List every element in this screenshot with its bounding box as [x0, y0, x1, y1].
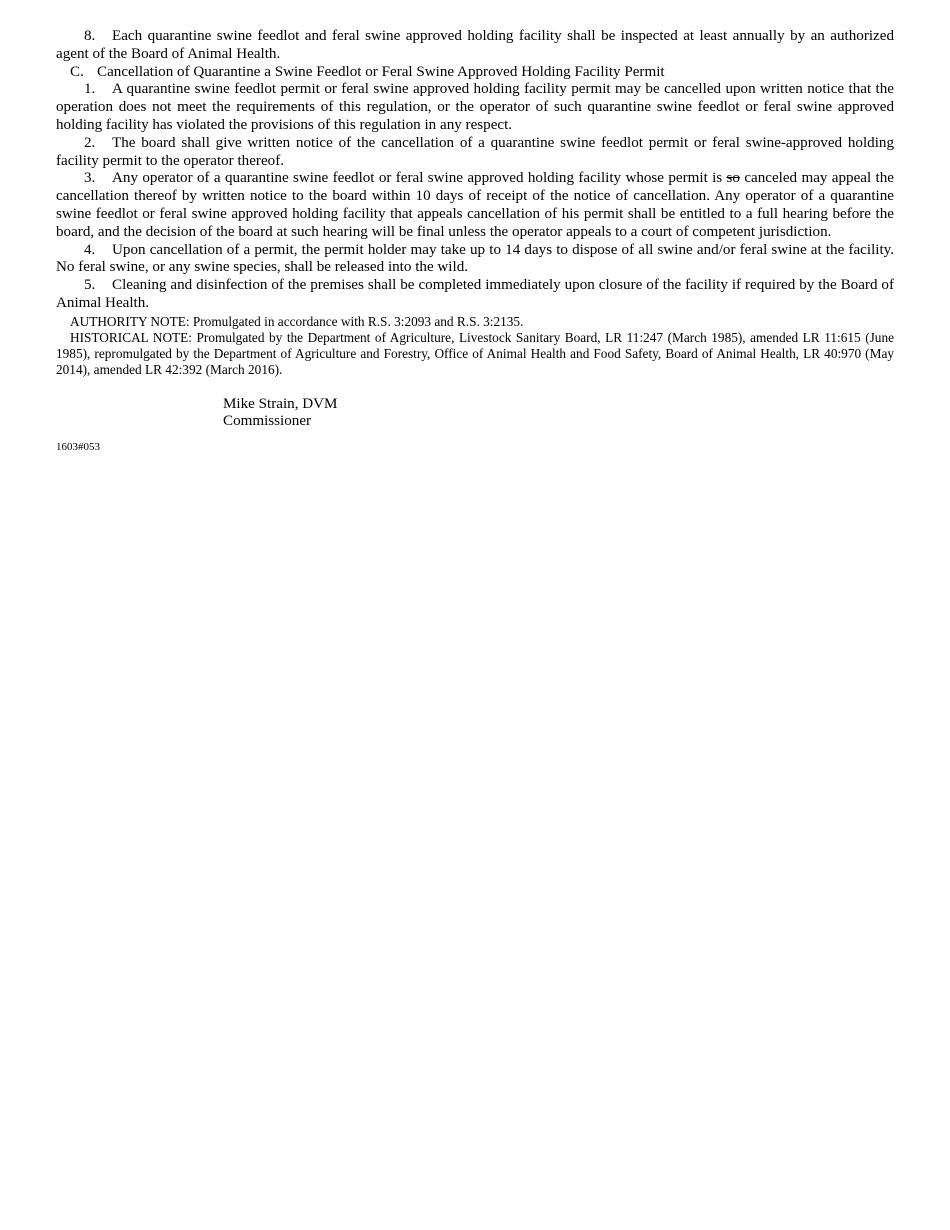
- paragraph-item-3: [56, 170, 894, 241]
- item-text: Upon cancellation of a permit, the permit holder may take up to 14 days to dispose of all swine and/or feral swine at the facility. No feral swine, or any swine species, shall be released into the wild.: [56, 241, 894, 276]
- document-id: 1603#053: [56, 440, 100, 453]
- paragraph-item-8: [56, 28, 894, 64]
- signatory-name: Mike Strain, DVM: [223, 395, 338, 412]
- authority-note: AUTHORITY NOTE: Promulgated in accordance with R.S. 3:2093 and R.S. 3:2135.: [70, 313, 524, 329]
- item-number: 5.: [84, 277, 96, 294]
- section-heading-text: Cancellation of Quarantine a Swine Feedlot or Feral Swine Approved Holding Facility Permit: [97, 63, 665, 80]
- paragraph-item-1: [56, 81, 894, 134]
- struck-text: so: [726, 170, 740, 187]
- item-text: The board shall give written notice of the cancellation of a quarantine swine feedlot permit or feral swine-approved holding facility permit to the operator thereof.: [56, 134, 894, 169]
- item-number: 1.: [84, 81, 96, 98]
- item-number: 4.: [84, 241, 96, 258]
- item-text: Cleaning and disinfection of the premises shall be completed immediately upon closure of the facility if required by the Board of Animal Health.: [56, 277, 894, 311]
- paragraph-item-2: [56, 135, 894, 171]
- item-number: 2.: [84, 134, 96, 151]
- item-number: 8.: [84, 28, 96, 44]
- item-text: A quarantine swine feedlot permit or feral swine approved holding facility permit may be cancelled upon written notice that the operation does not meet the requirements of this regulation, or the operator of such quarantine swine feedlot or feral swine approved holding facility has violated the provisions of this regulation in any respect.: [56, 81, 894, 133]
- signature-block: [223, 396, 894, 431]
- item-number: 3.: [84, 170, 96, 187]
- section-letter: C.: [70, 63, 84, 80]
- item-text: Each quarantine swine feedlot and feral swine approved holding facility shall be inspected at least annually by an authorized agent of the Board of Animal Health.: [56, 28, 894, 62]
- item-text-after: canceled may appeal the cancellation thereof by written notice to the board within 10 days of receipt of the notice of cancellation. Any operator of a quarantine swine feedlot or feral swine approved holding facility that appeals cancellation of his permit shall be entitled to a full hearing before the board, and the decision of the board at such hearing will be final unless the operator appeals to a court of competent jurisdiction.: [56, 170, 894, 240]
- paragraph-item-4: [56, 242, 894, 278]
- section-c-heading: [56, 64, 894, 82]
- paragraph-item-5: [56, 277, 894, 313]
- document-page: [56, 28, 894, 454]
- item-text-before: Any operator of a quarantine swine feedlot or feral swine approved holding facility whose permit is: [112, 170, 727, 187]
- signatory-title: Commissioner: [223, 413, 312, 430]
- historical-note: HISTORICAL NOTE: Promulgated by the Department of Agriculture, Livestock Sanitary Board, LR 11:247 (March 1985), amended LR 11:615 (June 1985), repromulgated by the Department of Agriculture and Forestry, Office of Animal Health and Food Safety, Board of Animal Health, LR 40:970 (May 2014), amended LR 42:392 (March 2016).: [56, 329, 894, 377]
